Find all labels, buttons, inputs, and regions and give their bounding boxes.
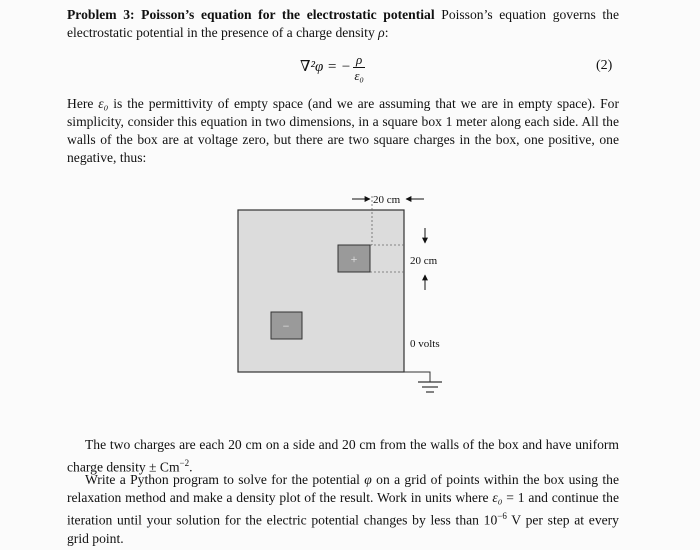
para4-text2: on a grid of points within the box using the relaxation method and make a density plot of the result. Work in units where: [67, 472, 620, 505]
equation-numerator: ρ: [353, 52, 365, 68]
para4-text1: Write a Python program to solve for the potential: [85, 472, 365, 487]
epsilon-symbol: ε₀: [98, 96, 109, 111]
positive-sign: +: [350, 252, 358, 266]
right-dimension-label: 20 cm: [410, 255, 438, 267]
voltage-label: 0 volts: [410, 338, 440, 350]
para3-exponent: −2: [179, 458, 190, 468]
para2-body: is the permittivity of empty space (and we are assuming that we are in empty space). For simplicity, consider this equation in two dimensions, in a square box 1 meter along each side. All the walls of the box are at voltage zero, but there are two square charges in the box, one positive, one negative, thus:: [67, 96, 620, 165]
problem-intro-text: Poisson’s equation governs the electrostatic potential in the presence of a charge density: [67, 7, 619, 40]
negative-sign: −: [282, 319, 290, 333]
para2-lead: Here: [67, 96, 99, 111]
para4-text4: V per step at every grid point.: [67, 512, 619, 546]
equation-denominator: ε₀: [354, 68, 364, 83]
ground-wire: [404, 372, 430, 382]
problem-heading: Problem 3: Poisson’s equation for the electrostatic potential: [67, 7, 435, 22]
intro-colon: :: [384, 25, 389, 40]
phi-symbol: φ: [364, 472, 372, 487]
para3-text: The two charges are each 20 cm on a side and 20 cm from the walls of the box and have uniform charge density ± Cm: [67, 437, 619, 475]
para4-text3: = 1 and continue the iteration until your solution for the electric potential changes by less than 10: [67, 490, 619, 528]
para4-epsilon: ε₀: [492, 490, 503, 505]
rho-symbol: ρ: [378, 25, 385, 40]
para3-end: .: [189, 459, 193, 475]
equation-lhs: ∇²φ = −: [300, 58, 352, 75]
equation-number: (2): [596, 58, 613, 73]
top-dimension-label: 20 cm: [373, 194, 401, 206]
square-box: [238, 210, 404, 372]
para4-exponent: −6: [497, 511, 507, 521]
paragraph-instructions: [67, 471, 619, 548]
